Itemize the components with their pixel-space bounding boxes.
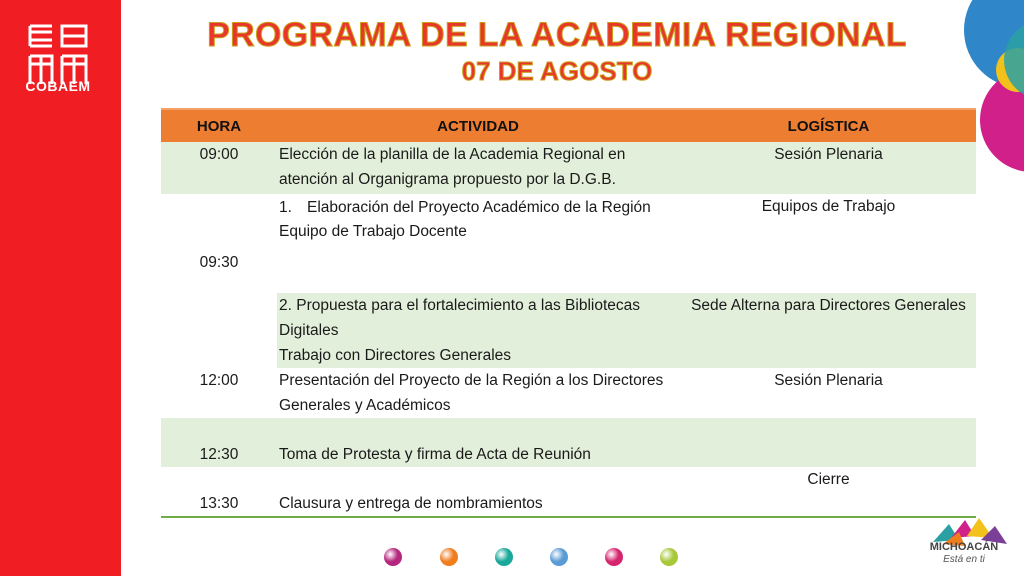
- cell-actividad: Elección de la planilla de la Academia Regional en atención al Organigrama propuesto por la D.G.B.: [277, 142, 681, 194]
- dot-orange: [440, 548, 458, 566]
- table-row: [161, 368, 976, 418]
- cell-hora: 09:30: [199, 253, 239, 271]
- dot-magenta: [384, 548, 402, 566]
- decorative-dots: [384, 548, 694, 568]
- michoacan-tagline: Está en ti: [943, 554, 985, 565]
- activity-note: Equipo de Trabajo Docente: [279, 223, 467, 240]
- cell-actividad: Toma de Protesta y firma de Acta de Reunión: [277, 418, 681, 467]
- dot-teal: [495, 548, 513, 566]
- cell-actividad: Presentación del Proyecto de la Región a los Directores Generales y Académicos: [279, 372, 664, 414]
- activity-note: Trabajo con Directores Generales: [279, 347, 512, 364]
- dot-pink: [605, 548, 623, 566]
- table-row: [161, 142, 976, 194]
- cell-actividad: [277, 293, 681, 368]
- page-title: PROGRAMA DE LA ACADEMIA REGIONAL: [207, 16, 907, 54]
- cell-hora: 09:00: [161, 142, 277, 194]
- dot-blue: [550, 548, 568, 566]
- cell-hora: 12:00: [199, 372, 239, 389]
- michoacan-brand: MICHOACÁN: [929, 541, 999, 553]
- schedule-table: [161, 108, 976, 518]
- cell-logistica: Sesión Plenaria: [774, 372, 883, 389]
- cell-hora: 12:30: [161, 418, 277, 467]
- cell-hora: 13:30: [161, 467, 277, 517]
- cell-logistica: Equipos de Trabajo: [761, 198, 896, 215]
- cell-actividad: [277, 194, 681, 293]
- page-subtitle-date: 07 DE AGOSTO: [461, 56, 653, 86]
- cobaem-logo-text: COBAEM: [25, 78, 91, 94]
- list-item-text: Elaboración del Proyecto Académico de la Región: [307, 199, 651, 216]
- left-red-sidebar: [0, 0, 121, 576]
- cell-logistica: Sede Alterna para Directores Generales: [681, 293, 976, 368]
- table-header-row: [161, 109, 976, 142]
- dot-green: [660, 548, 678, 566]
- table-row: [161, 418, 976, 467]
- header-hora: HORA: [161, 109, 277, 142]
- cell-logistica: Cierre: [681, 467, 976, 517]
- table-row: [161, 293, 976, 368]
- cell-logistica: [681, 418, 976, 467]
- header-actividad: ACTIVIDAD: [277, 109, 681, 142]
- table-row: [161, 467, 976, 517]
- header-logistica: LOGÍSTICA: [681, 109, 976, 142]
- list-number: 1.: [279, 199, 292, 216]
- cell-actividad: Clausura y entrega de nombramientos: [277, 467, 681, 517]
- activity-text: 2. Propuesta para el fortalecimiento a las Bibliotecas Digitales: [279, 297, 641, 339]
- cell-logistica: Sesión Plenaria: [681, 142, 976, 194]
- table-row: [161, 194, 976, 293]
